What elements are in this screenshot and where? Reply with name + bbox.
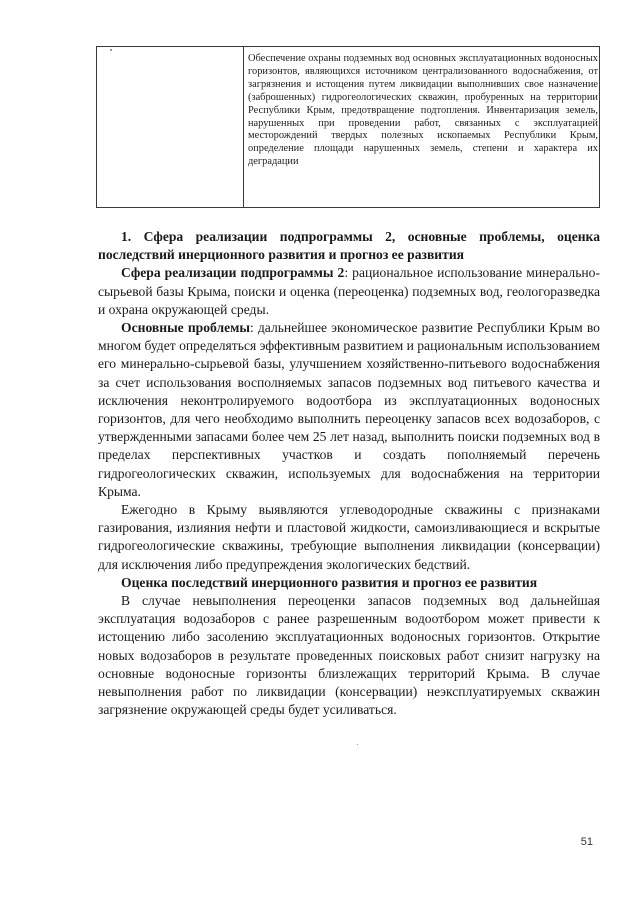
page-number: 51	[580, 836, 593, 848]
problems-label: Основные проблемы	[121, 320, 250, 336]
sphere-text: : рациональное использование минерально-сырьевой базы Крыма, поиски и оценка (переоценка) подземных вод, геологоразведка и охрана окружающей среды.	[98, 265, 600, 317]
document-body	[98, 228, 600, 719]
table-fragment	[96, 46, 600, 208]
inertial-paragraph: В случае невыполнения переоценки запасов подземных вод дальнейшая эксплуатация водозаборов с ранее разрешенным водоотбором может привести к истощению либо засолению эксплуатационных водоносных горизонтов. Открытие новых водозаборов в результате проведенных поисковых работ снизит нагрузку на основные водоносные горизонты близлежащих территорий Крыма. В случае невыполнения работ по ликвидации (консервации) неэксплуатируемых скважин загрязнение окружающей среды будет усиливаться.	[98, 593, 600, 718]
table-cell-text: Обеспечение охраны подземных вод основных эксплуатационных водоносных горизонтов, являющихся источником централизованного водоснабжения, от загрязнения и истощения путем ликвидации выполнивших свое назначение (заброшенных) гидрогеологических скважин, пробуренных на территории Республики Крым, предотвращение подтопления. Инвентаризация земель, нарушенных при проведении работ, связанных с эксплуатацией месторождений твердых полезных ископаемых Республики Крым, определение площади нарушенных земель, степени и характера их деградации	[248, 53, 598, 168]
scan-speck	[357, 744, 358, 745]
wells-paragraph: Ежегодно в Крыму выявляются углеводородные скважины с признаками газирования, излияния нефти и пластовой жидкости, самоизливающиеся и вскрытые гидрогеологические скважины, требующие выполнения ликвидации (консервации) для исключения либо предупреждения экологических бедствий.	[98, 502, 600, 572]
section-heading: 1. Сфера реализации подпрограммы 2, основные проблемы, оценка последствий инерционного развития и прогноз ее развития	[98, 229, 600, 263]
sphere-label: Сфера реализации подпрограммы 2	[121, 265, 345, 281]
sphere-paragraph	[98, 264, 600, 319]
table-column-divider	[243, 47, 244, 207]
problems-paragraph	[98, 319, 600, 501]
inertial-subheading: Оценка последствий инерционного развития и прогноз ее развития	[121, 574, 538, 590]
problems-text: : дальнейшее экономическое развитие Республики Крым во многом будет определяться эффективным развитием и рациональным использованием его минерально-сырьевой базы, улучшением хозяйственно-питьевого водоснабжения за счет использования восполняемых запасов подземных вод питьевого качества и исключения неконтролируемого водоотбора из эксплуатационных водоносных горизонтов, для чего необходимо выполнить переоценку запасов всех водозаборов, с утвержденными запасами более чем 25 лет назад, выполнить поиски подземных вод в пределах перспективных участков и создать пополняемый перечень гидрогеологических скважин, используемых для водоснабжения на территории Крыма.	[98, 320, 600, 499]
